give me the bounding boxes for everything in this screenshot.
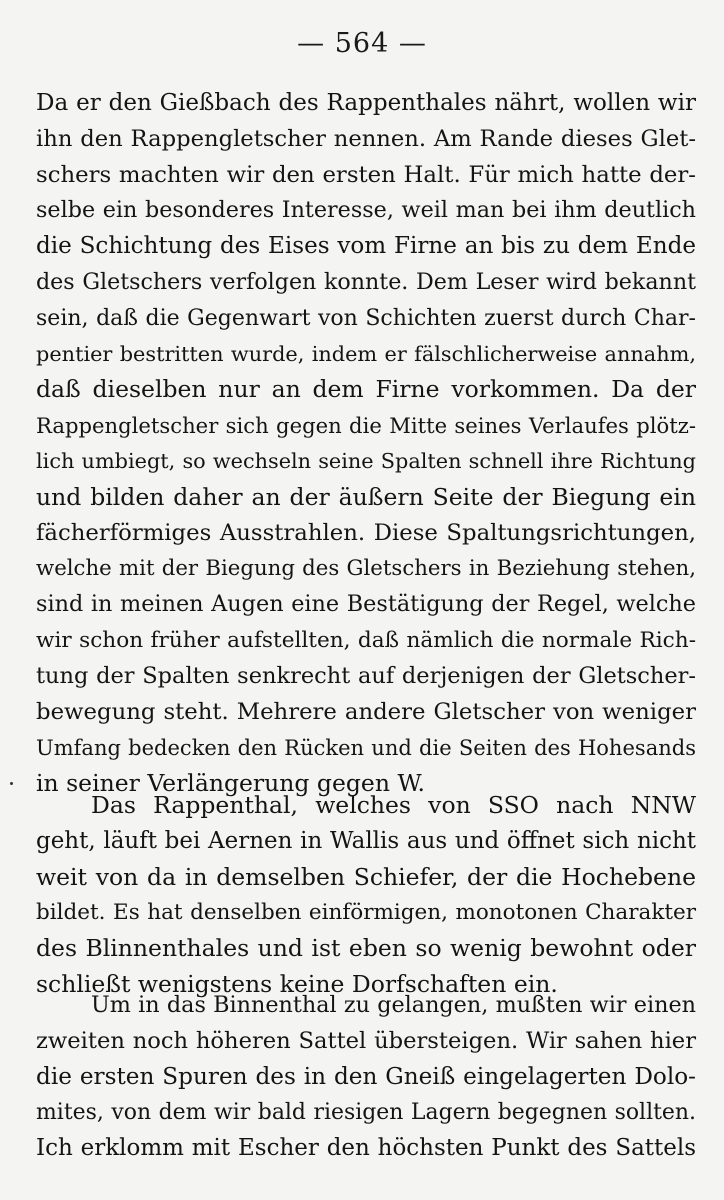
- page-number: — 564 —: [297, 28, 427, 59]
- text-line: pentier bestritten wurde, indem er fälschlicherweise annahm,: [36, 341, 696, 366]
- text-line: die Schichtung des Eises vom Firne an bis zu dem Ende: [36, 233, 696, 260]
- text-line: Das Rappenthal, welches von SSO nach NNW: [91, 791, 696, 819]
- text-line: tung der Spalten senkrecht auf derjenigen der Gletscher-: [36, 662, 696, 689]
- paragraph-2: [36, 788, 696, 1003]
- text-line: weit von da in demselben Schiefer, der die Hochebene: [36, 862, 696, 891]
- text-line: bildet. Es hat denselben einförmigen, monotonen Charakter: [36, 900, 696, 926]
- text-line: Ich erklomm mit Escher den höchsten Punkt des Sattels: [36, 1135, 696, 1162]
- text-line: Um in das Binnenthal zu gelangen, mußten wir einen: [91, 992, 696, 1018]
- text-line: geht, läuft bei Aernen in Wallis aus und öffnet sich nicht: [36, 827, 696, 854]
- text-line: welche mit der Biegung des Gletschers in Beziehung stehen,: [36, 556, 696, 582]
- paragraph-3: [36, 988, 696, 1167]
- text-line: bewegung steht. Mehrere andere Gletscher von weniger: [36, 698, 696, 725]
- text-line: die ersten Spuren des in den Gneiß eingelagerten Dolo-: [36, 1063, 696, 1090]
- text-line: daß dieselben nur an dem Firne vorkommen. Da der: [36, 375, 696, 404]
- text-line: Umfang bedecken den Rücken und die Seiten des Hohesands: [36, 735, 696, 761]
- text-line: Da er den Gießbach des Rappenthales nährt, wollen wir: [36, 90, 696, 116]
- text-line: Rappengletscher sich gegen die Mitte seines Verlaufes plötz-: [36, 413, 696, 439]
- text-line: schließt wenigstens keine Dorfschaften ein.: [36, 969, 558, 998]
- text-line: des Gletschers verfolgen konnte. Dem Leser wird bekannt: [36, 268, 696, 295]
- text-line: mites, von dem wir bald riesigen Lagern begegnen sollten.: [36, 1100, 696, 1126]
- text-line: fächerförmiges Ausstrahlen. Diese Spaltungsrichtungen,: [36, 519, 696, 546]
- text-line: ihn den Rappengletscher nennen. Am Rande dieses Glet-: [36, 125, 696, 152]
- text-line: lich umbiegt, so wechseln seine Spalten schnell ihre Richtung: [36, 448, 696, 473]
- text-line: sind in meinen Augen eine Bestätigung der Regel, welche: [36, 591, 696, 618]
- text-line: wir schon früher aufstellten, daß nämlich die normale Rich-: [36, 627, 696, 653]
- ink-speck: [10, 782, 13, 785]
- text-line: in seiner Verlängerung gegen W.: [36, 769, 425, 798]
- text-line: sein, daß die Gegenwart von Schichten zuerst durch Char-: [36, 305, 696, 331]
- text-line: selbe ein besonderes Interesse, weil man bei ihm deutlich: [36, 197, 696, 224]
- text-line: schers machten wir den ersten Halt. Für mich hatte der-: [36, 161, 696, 188]
- text-line: des Blinnenthales und ist eben so wenig bewohnt oder: [36, 934, 696, 963]
- text-line: und bilden daher an der äußern Seite der Biegung ein: [36, 482, 696, 511]
- text-line: zweiten noch höheren Sattel übersteigen. Wir sahen hier: [36, 1027, 696, 1054]
- paragraph-1: [36, 86, 696, 802]
